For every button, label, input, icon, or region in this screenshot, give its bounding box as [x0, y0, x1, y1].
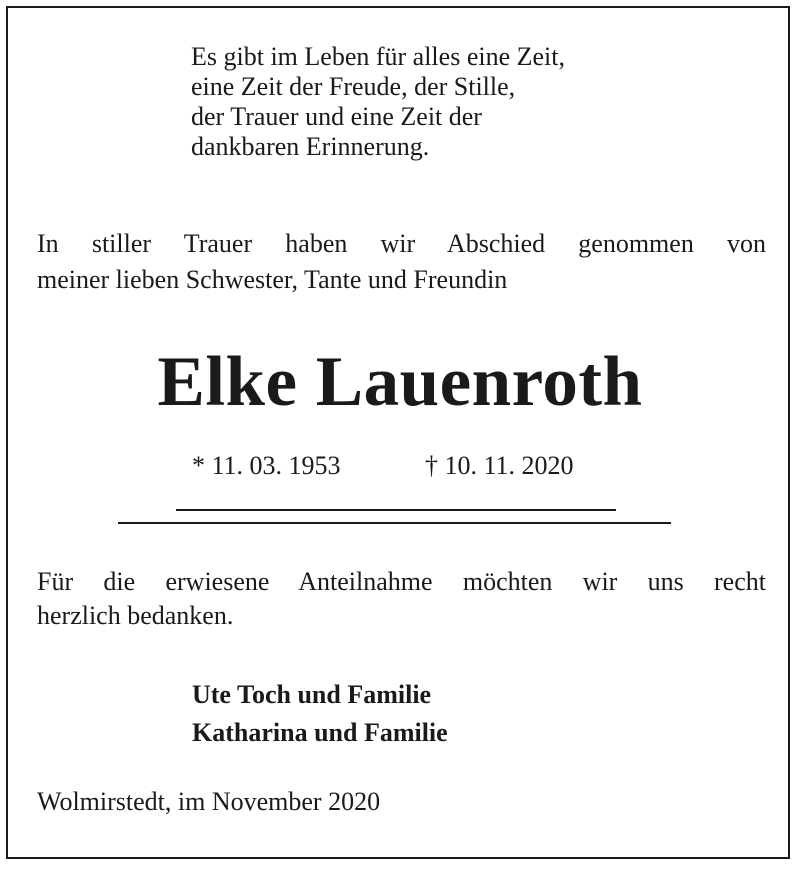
poem-line: der Trauer und eine Zeit der	[191, 102, 482, 131]
thanks-line: herzlich bedanken.	[37, 601, 234, 630]
death-date: † 10. 11. 2020	[425, 451, 574, 480]
poem-line: dankbaren Erinnerung.	[191, 132, 430, 161]
thanks-line: Für die erwiesene Anteilnahme möchten wir uns recht	[37, 567, 766, 596]
poem-line: eine Zeit der Freude, der Stille,	[191, 72, 516, 101]
divider-short	[176, 509, 616, 511]
poem-verse	[191, 42, 565, 162]
thanks-paragraph	[37, 565, 766, 633]
signers-block	[192, 676, 448, 752]
signer-name: Katharina und Familie	[192, 718, 448, 747]
signer-name: Ute Toch und Familie	[192, 680, 432, 709]
poem-line: Es gibt im Leben für alles eine Zeit,	[191, 42, 565, 71]
intro-line: In stiller Trauer haben wir Abschied genommen von	[37, 229, 766, 258]
divider-long	[118, 522, 671, 524]
place-and-date: Wolmirstedt, im November 2020	[37, 787, 381, 816]
intro-line: meiner lieben Schwester, Tante und Freundin	[37, 265, 508, 294]
intro-paragraph	[37, 226, 766, 298]
deceased-name: Elke Lauenroth	[157, 343, 643, 421]
birth-date: * 11. 03. 1953	[192, 451, 341, 480]
